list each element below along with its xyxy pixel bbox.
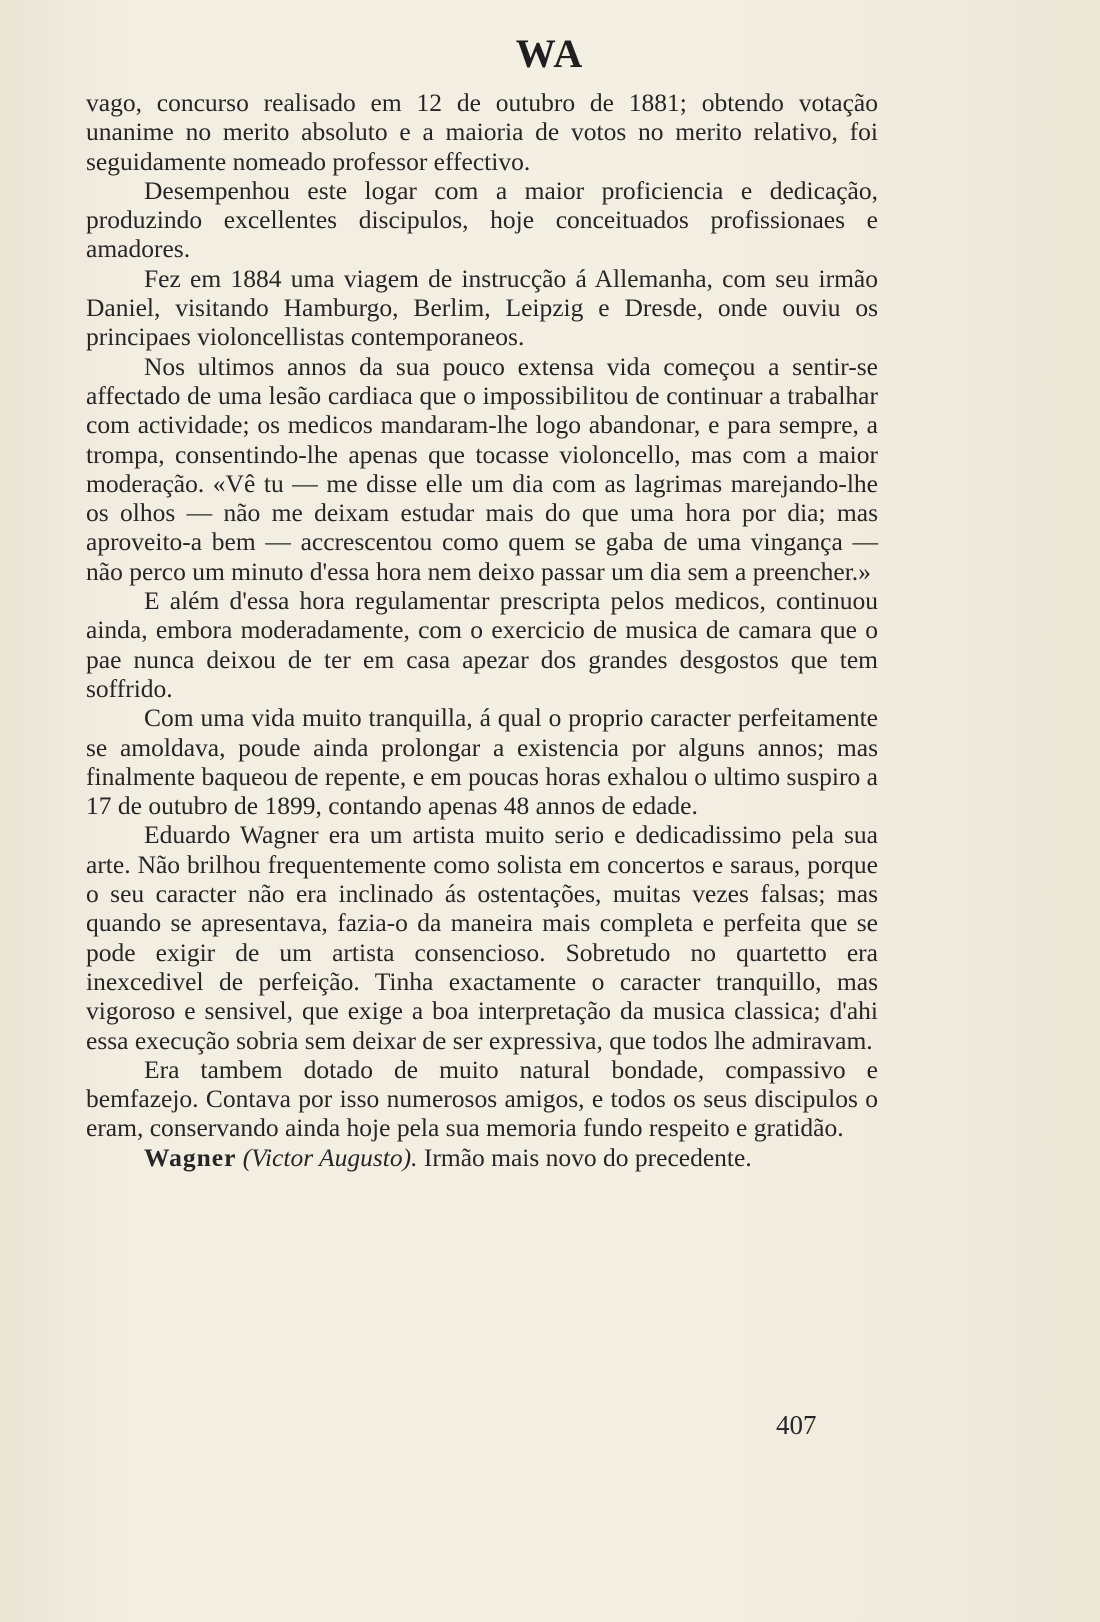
paragraph: Eduardo Wagner era um artista muito serio e dedicadissimo pela sua arte. Não brilhou frequentemente como solista em concertos e saraus, porque o seu caracter não era inclinado ás ostentações, muitas vezes falsas; mas quando se apresentava, fazia-o da maneira mais completa e perfeita que se pode exigir de um artista consencioso. Sobretudo no quartetto era inexcedivel de perfeição. Tinha exactamente o caracter tranquillo, mas vigoroso e sensivel, que exige a boa interpretação da musica classica; d'ahi essa execução sobria sem deixar de ser expressiva, que todos lhe admiravam.	[86, 820, 878, 1055]
dictionary-entry	[86, 1143, 878, 1172]
entry-subtitle: (Victor Augusto).	[242, 1142, 418, 1172]
paragraph: Nos ultimos annos da sua pouco extensa vida começou a sentir-se affectado de uma lesão cardiaca que o impossibilitou de continuar a trabalhar com actividade; os medicos mandaram-lhe logo abandonar, e para sempre, a trompa, consentindo-lhe apenas que tocasse violoncello, mas com a maior moderação. «Vê tu — me disse elle um dia com as lagrimas marejando-lhe os olhos — não me deixam estudar mais do que uma hora por dia; mas aproveito-a bem — accrescentou como quem se gaba de uma vingança — não perco um minuto d'essa hora nem deixo passar um dia sem a preencher.»	[86, 351, 878, 586]
paragraph: Fez em 1884 uma viagem de instrucção á Allemanha, com seu irmão Daniel, visitando Hamburgo, Berlim, Leipzig e Dresde, onde ouviu os principaes violoncellistas contemporaneos.	[86, 263, 878, 352]
body-text	[86, 88, 878, 1172]
paragraph: Desempenhou este logar com a maior proficiencia e dedicação, produzindo excellentes discipulos, hoje conceituados profissionaes e amadores.	[86, 175, 878, 264]
running-head: WA	[515, 31, 585, 76]
page-number: 407	[776, 1410, 817, 1440]
paragraph: vago, concurso realisado em 12 de outubro de 1881; obtendo votação unanime no merito absoluto e a maioria de votos no merito relativo, foi seguidamente nomeado professor effectivo.	[86, 88, 878, 176]
paragraph: Com uma vida muito tranquilla, á qual o proprio caracter perfeitamente se amoldava, poude ainda prolongar a existencia por alguns annos; mas finalmente baqueou de repente, e em poucas horas exhalou o ultimo suspiro a 17 de outubro de 1899, contando apenas 48 annos de edade.	[86, 703, 878, 821]
entry-headword: Wagner	[144, 1142, 237, 1172]
paragraph: Era tambem dotado de muito natural bondade, compassivo e bemfazejo. Contava por isso numerosos amigos, e todos os seus discipulos o eram, conservando ainda hoje pela sua memoria fundo respeito e gratidão.	[86, 1054, 878, 1143]
entry-text: Irmão mais novo do precedente.	[417, 1142, 752, 1172]
paragraph: E além d'essa hora regulamentar prescripta pelos medicos, continuou ainda, embora moderadamente, com o exercicio de musica de camara que o pae nunca deixou de ter em casa apezar dos grandes desgostos que tem soffrido.	[86, 586, 878, 703]
